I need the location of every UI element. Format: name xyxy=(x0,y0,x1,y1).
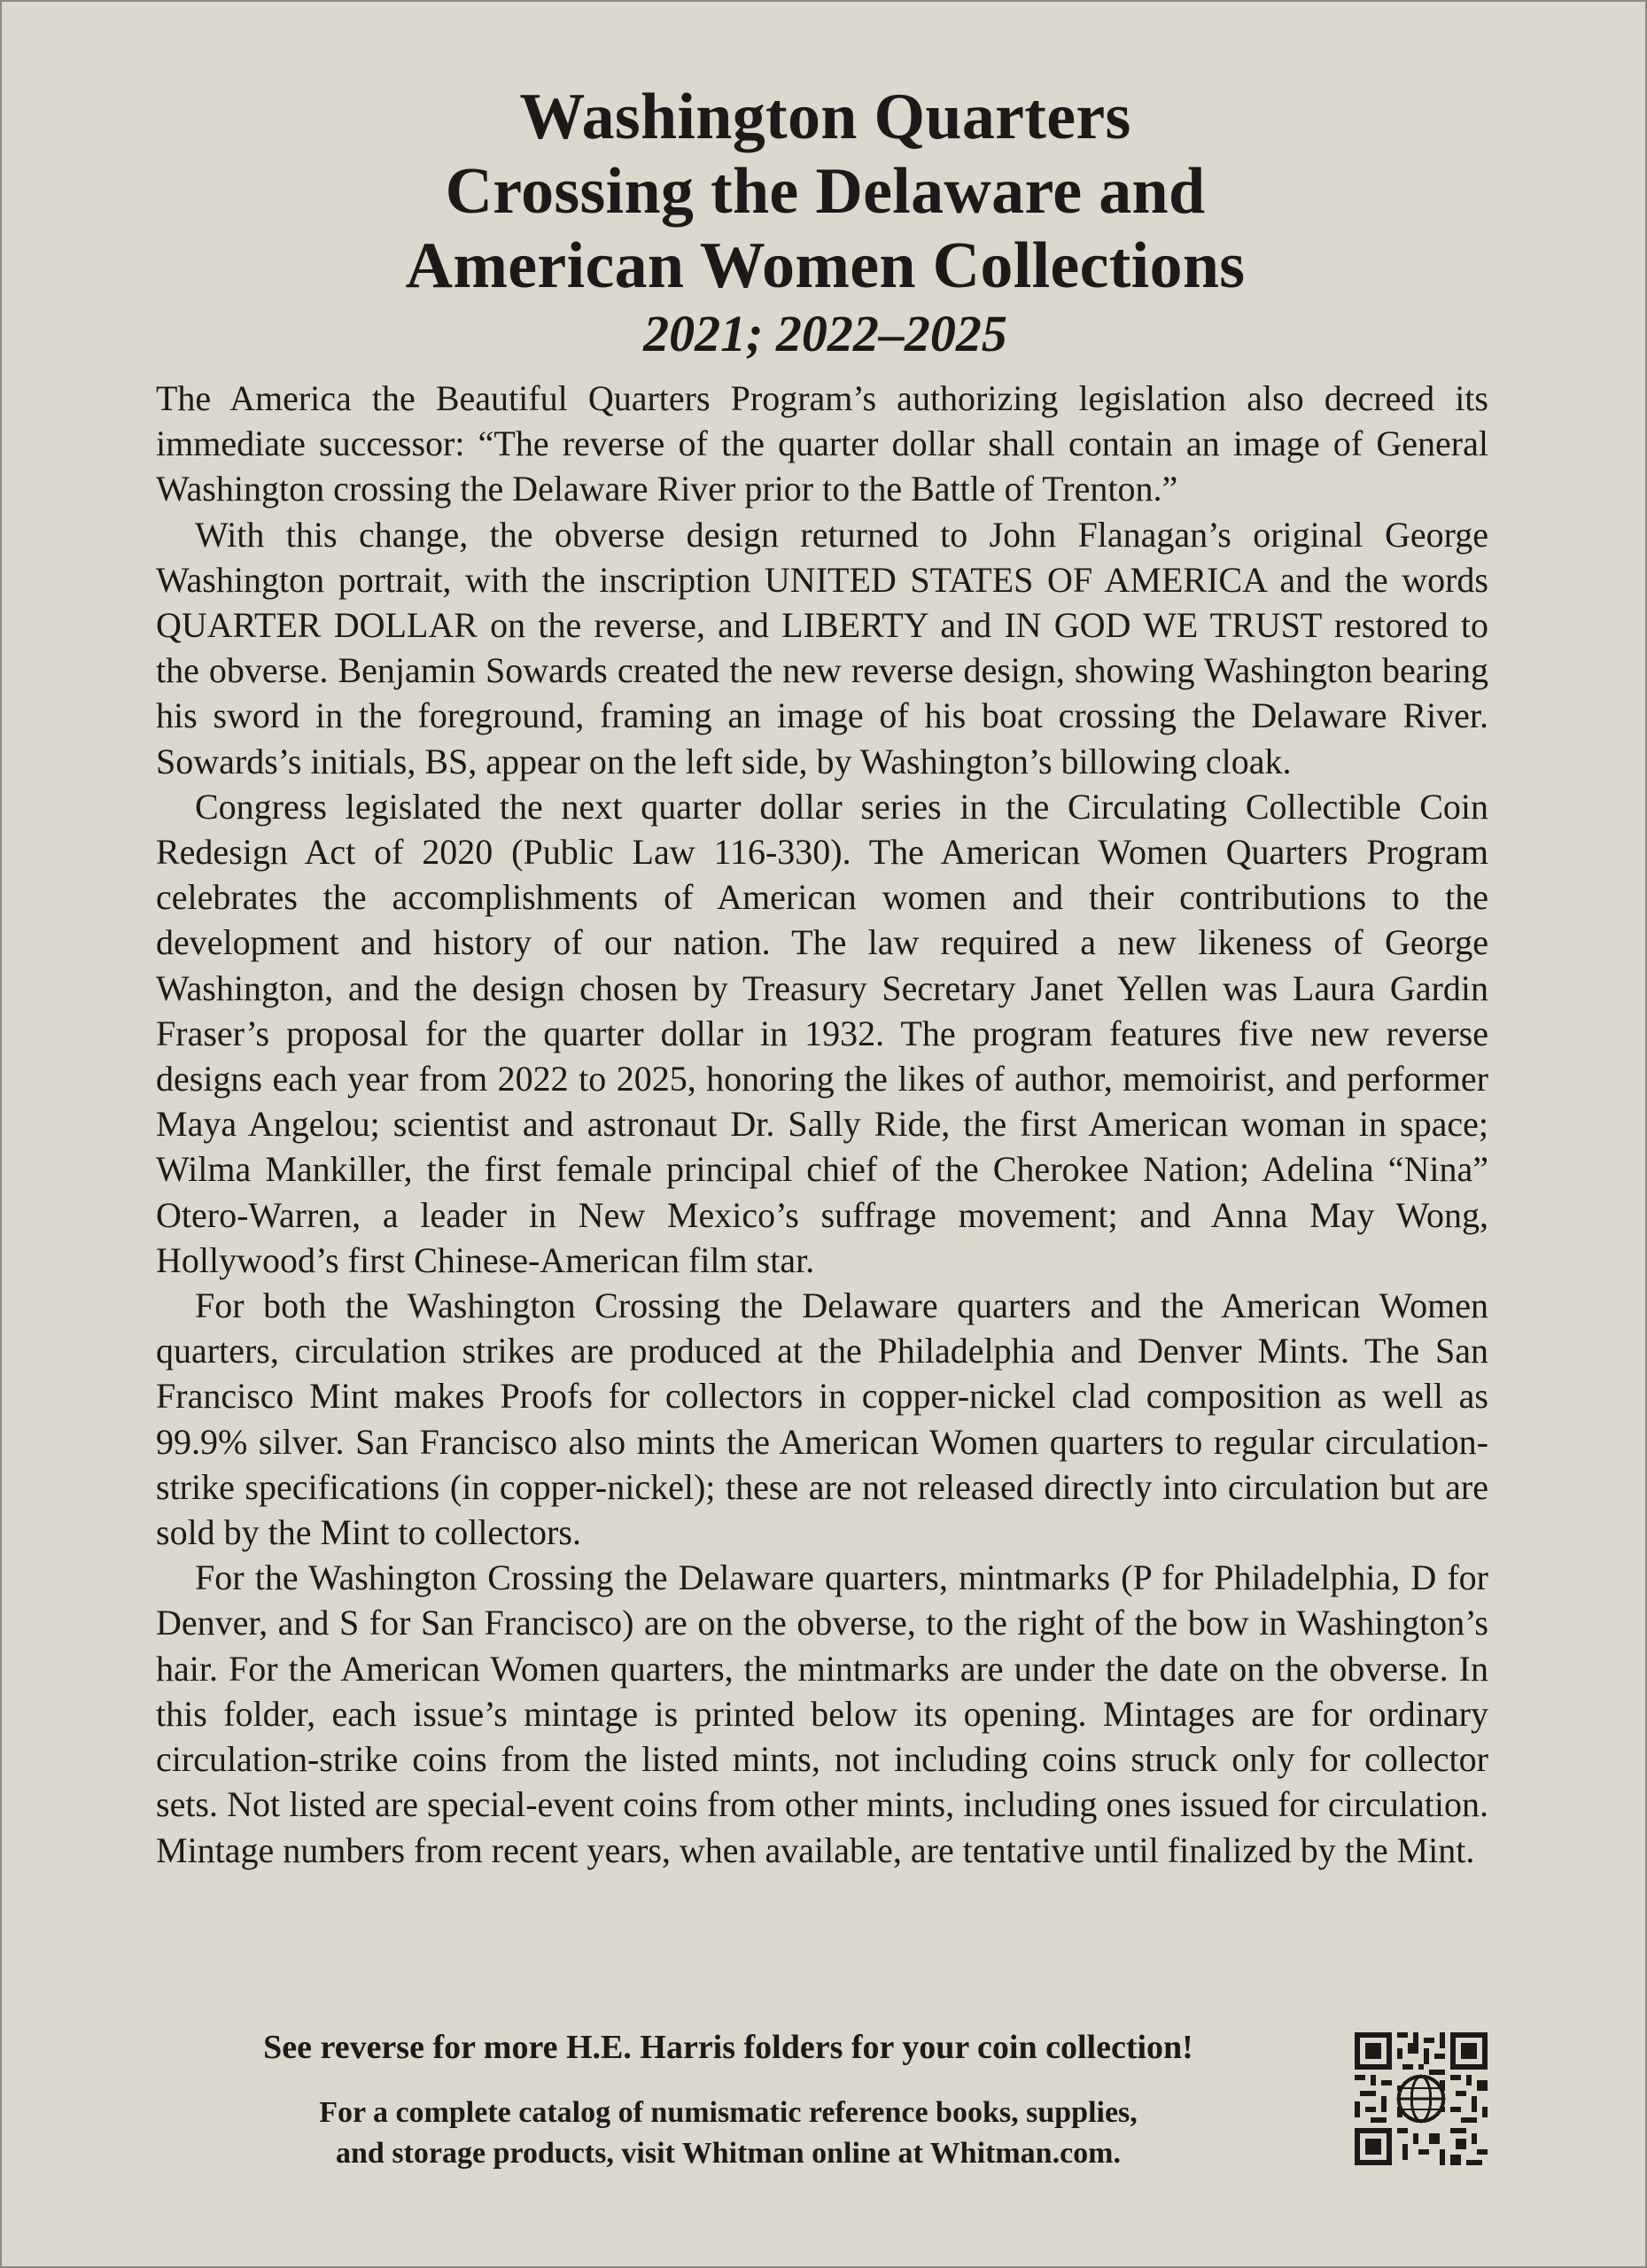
title-block xyxy=(2,80,1647,365)
title-line-1: Washington Quarters xyxy=(519,81,1131,153)
paragraph-mintmarks: For the Washington Crossing the Delaware quarters, mintmarks (P for Philadelphia, D for Denver, and S for San Francisco) are on the obverse, to the right of the bow in Washington’s hair. For the American Women quarters, the mintmarks are under the date on the obverse. In this folder, each issue’s mintage is printed below its opening. Mintages are for ordinary circulation-strike coins from the listed mints, not including coins struck only for collector sets. Not listed are special-event coins from other mints, including ones issued for circulation. Mintage numbers from recent years, when available, are tentative until finalized by the Mint. xyxy=(156,1557,1488,1870)
title-line-2: Crossing the Delaware and xyxy=(445,155,1206,228)
paragraph-intro: The America the Beautiful Quarters Program’s authorizing legislation also decreed its immediate successor: “The reverse of the quarter dollar shall contain an image of General Washington crossing the Delaware River prior to the Battle of Trenton.” xyxy=(156,378,1488,509)
body-text xyxy=(156,376,1488,1873)
paragraph-design: With this change, the obverse design returned to John Flanagan’s original George Washington portrait, with the inscription UNITED STATES OF AMERICA and the words QUARTER DOLLAR on the reverse, and LIBERTY and IN GOD WE TRUST restored to the obverse. Benjamin Sowards created the new reverse design, showing Washington bearing his sword in the foreground, framing an image of his boat crossing the Delaware River. Sowards’s initials, BS, appear on the left side, by Washington’s billowing cloak. xyxy=(156,514,1488,781)
paragraph-mints: For both the Washington Crossing the Delaware quarters and the American Women quarters, circulation strikes are produced at the Philadelphia and Denver Mints. The San Francisco Mint makes Proofs for collectors in copper-nickel clad composition as well as 99.9% silver. San Francisco also mints the American Women quarters to regular circulation-strike specifications (in copper-nickel); these are not released directly into circulation but are sold by the Mint to collectors. xyxy=(156,1285,1488,1553)
catalog-line-2: and storage products, visit Whitman online at Whitman.com. xyxy=(336,2137,1121,2170)
catalog-note xyxy=(135,2093,1322,2174)
promo-line: See reverse for more H.E. Harris folders for your coin collection! xyxy=(263,2029,1193,2066)
title-line-3: American Women Collections xyxy=(405,229,1246,302)
qr-code-icon[interactable] xyxy=(1355,2032,1488,2165)
catalog-line-1: For a complete catalog of numismatic reference books, supplies, xyxy=(319,2096,1138,2129)
title-years: 2021; 2022–2025 xyxy=(643,305,1007,362)
paragraph-american-women: Congress legislated the next quarter dollar series in the Circulating Collectible Coin Redesign Act of 2020 (Public Law 116-330). The American Women Quarters Program celebrates the accomplishments of American women and their contributions to the development and history of our nation. The law required a new likeness of George Washington, and the design chosen by Treasury Secretary Janet Yellen was Laura Gardin Fraser’s proposal for the quarter dollar in 1932. The program features five new reverse designs each year from 2022 to 2025, honoring the likes of author, memoirist, and performer Maya Angelou; scientist and astronaut Dr. Sally Ride, the first American woman in space; Wilma Mankiller, the first female principal chief of the Cherokee Nation; Adelina “Nina” Otero-Warren, a leader in New Mexico’s suffrage movement; and Anna May Wong, Hollywood’s first Chinese-American film star. xyxy=(156,786,1488,1280)
